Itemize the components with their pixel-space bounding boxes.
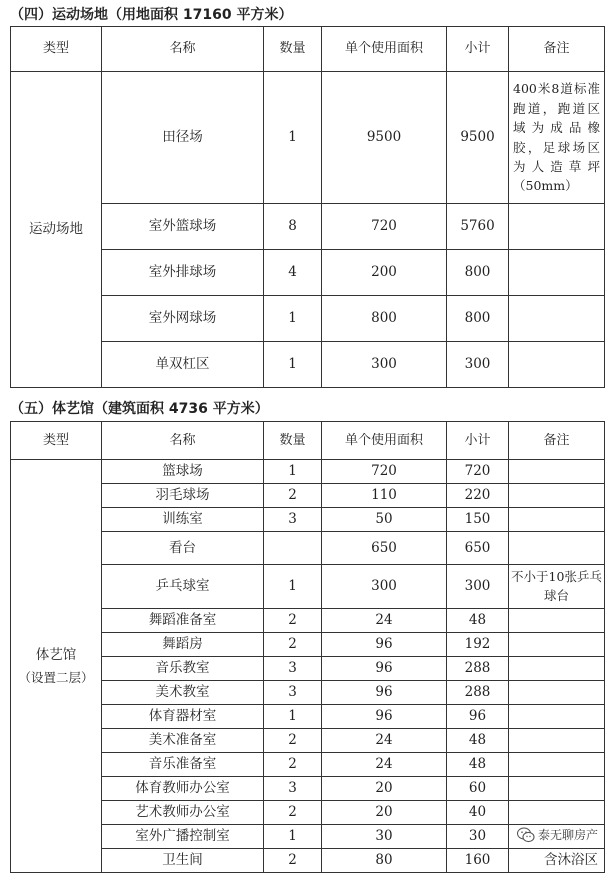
qty-cell: 2	[264, 801, 322, 825]
table-row	[11, 460, 605, 484]
area-cell: 30	[322, 825, 447, 849]
note-cell	[509, 204, 605, 250]
header-subtotal: 小计	[447, 422, 509, 460]
subtotal-cell: 150	[447, 508, 509, 532]
header-type: 类型	[11, 27, 102, 72]
table-header-row	[11, 422, 605, 460]
note-cell	[509, 705, 605, 729]
note-cell	[509, 484, 605, 508]
subtotal-cell: 9500	[447, 72, 509, 204]
header-area: 单个使用面积	[322, 422, 447, 460]
header-note: 备注	[509, 422, 605, 460]
note-cell	[509, 296, 605, 342]
area-cell: 200	[322, 250, 447, 296]
subtotal-cell: 48	[447, 729, 509, 753]
name-cell: 音乐准备室	[102, 753, 264, 777]
qty-cell: 4	[264, 250, 322, 296]
category-cell	[11, 460, 102, 873]
name-cell: 室外广播控制室	[102, 825, 264, 849]
subtotal-cell: 48	[447, 609, 509, 633]
name-cell: 音乐教室	[102, 657, 264, 681]
name-cell: 舞蹈准备室	[102, 609, 264, 633]
area-cell: 800	[322, 296, 447, 342]
note-cell	[509, 657, 605, 681]
qty-cell: 2	[264, 729, 322, 753]
qty-cell: 3	[264, 777, 322, 801]
subtotal-cell: 48	[447, 753, 509, 777]
qty-cell	[264, 532, 322, 565]
name-cell: 室外篮球场	[102, 204, 264, 250]
name-cell: 田径场	[102, 72, 264, 204]
qty-cell: 1	[264, 705, 322, 729]
header-name: 名称	[102, 27, 264, 72]
area-cell: 24	[322, 609, 447, 633]
subtotal-cell: 300	[447, 342, 509, 388]
qty-cell: 1	[264, 296, 322, 342]
category-cell: 运动场地	[11, 72, 102, 388]
note-cell	[509, 753, 605, 777]
qty-cell: 2	[264, 849, 322, 873]
subtotal-cell: 288	[447, 681, 509, 705]
qty-cell: 8	[264, 204, 322, 250]
name-cell: 篮球场	[102, 460, 264, 484]
note-cell	[509, 342, 605, 388]
area-cell: 50	[322, 508, 447, 532]
area-cell: 110	[322, 484, 447, 508]
area-cell: 24	[322, 729, 447, 753]
header-type: 类型	[11, 422, 102, 460]
name-cell: 室外排球场	[102, 250, 264, 296]
qty-cell: 3	[264, 681, 322, 705]
qty-cell: 2	[264, 609, 322, 633]
area-cell: 96	[322, 705, 447, 729]
qty-cell: 1	[264, 825, 322, 849]
note-cell	[509, 250, 605, 296]
name-cell: 体育教师办公室	[102, 777, 264, 801]
section5-table	[10, 421, 605, 873]
note-cell	[509, 801, 605, 825]
note-cell	[509, 508, 605, 532]
name-cell: 训练室	[102, 508, 264, 532]
area-cell: 24	[322, 753, 447, 777]
name-cell: 单双杠区	[102, 342, 264, 388]
subtotal-cell: 60	[447, 777, 509, 801]
note-cell	[509, 532, 605, 565]
wechat-icon	[517, 827, 535, 843]
name-cell: 舞蹈房	[102, 633, 264, 657]
area-cell: 20	[322, 801, 447, 825]
section5-heading: （五）体艺馆（建筑面积 4736 平方米）	[10, 401, 269, 417]
note-cell	[509, 729, 605, 753]
area-cell: 96	[322, 681, 447, 705]
header-note: 备注	[509, 27, 605, 72]
note-cell: 不小于10张乒乓球台	[509, 565, 605, 609]
table-header-row	[11, 27, 605, 72]
qty-cell: 2	[264, 633, 322, 657]
header-area: 单个使用面积	[322, 27, 447, 72]
watermark	[515, 826, 600, 843]
note-cell	[509, 633, 605, 657]
note-cell: 400米8道标准跑道，跑道区域为成品橡胶，足球场区为人造草坪（50mm）	[509, 72, 605, 204]
subtotal-cell: 650	[447, 532, 509, 565]
note-cell	[509, 609, 605, 633]
section4-heading: （四）运动场地（用地面积 17160 平方米）	[10, 7, 293, 23]
subtotal-cell: 720	[447, 460, 509, 484]
name-cell: 美术准备室	[102, 729, 264, 753]
name-cell: 美术教室	[102, 681, 264, 705]
area-cell: 300	[322, 342, 447, 388]
note-cell	[509, 777, 605, 801]
qty-cell: 1	[264, 72, 322, 204]
header-name: 名称	[102, 422, 264, 460]
subtotal-cell: 800	[447, 296, 509, 342]
area-cell: 80	[322, 849, 447, 873]
qty-cell: 1	[264, 460, 322, 484]
note-cell: 含沐浴区	[509, 849, 605, 873]
name-cell: 看台	[102, 532, 264, 565]
qty-cell: 3	[264, 508, 322, 532]
header-qty: 数量	[264, 27, 322, 72]
area-cell: 720	[322, 204, 447, 250]
area-cell: 720	[322, 460, 447, 484]
section4-table	[10, 26, 605, 388]
table-row	[11, 72, 605, 204]
subtotal-cell: 192	[447, 633, 509, 657]
area-cell: 650	[322, 532, 447, 565]
subtotal-cell: 300	[447, 565, 509, 609]
subtotal-cell: 800	[447, 250, 509, 296]
subtotal-cell: 30	[447, 825, 509, 849]
category-line2: （设置二层）	[18, 669, 94, 685]
area-cell: 20	[322, 777, 447, 801]
qty-cell: 2	[264, 484, 322, 508]
name-cell: 羽毛球场	[102, 484, 264, 508]
note-cell	[509, 681, 605, 705]
name-cell: 卫生间	[102, 849, 264, 873]
name-cell: 艺术教师办公室	[102, 801, 264, 825]
qty-cell: 2	[264, 753, 322, 777]
subtotal-cell: 160	[447, 849, 509, 873]
subtotal-cell: 5760	[447, 204, 509, 250]
subtotal-cell: 96	[447, 705, 509, 729]
subtotal-cell: 288	[447, 657, 509, 681]
subtotal-cell: 220	[447, 484, 509, 508]
subtotal-cell: 40	[447, 801, 509, 825]
area-cell: 96	[322, 633, 447, 657]
header-qty: 数量	[264, 422, 322, 460]
area-cell: 9500	[322, 72, 447, 204]
qty-cell: 1	[264, 565, 322, 609]
name-cell: 乒乓球室	[102, 565, 264, 609]
name-cell: 室外网球场	[102, 296, 264, 342]
area-cell: 96	[322, 657, 447, 681]
qty-cell: 1	[264, 342, 322, 388]
name-cell: 体育器材室	[102, 705, 264, 729]
note-cell	[509, 460, 605, 484]
qty-cell: 3	[264, 657, 322, 681]
watermark-text: 泰无聊房产	[537, 828, 598, 842]
area-cell: 300	[322, 565, 447, 609]
header-subtotal: 小计	[447, 27, 509, 72]
category-line1: 体艺馆	[35, 647, 77, 664]
